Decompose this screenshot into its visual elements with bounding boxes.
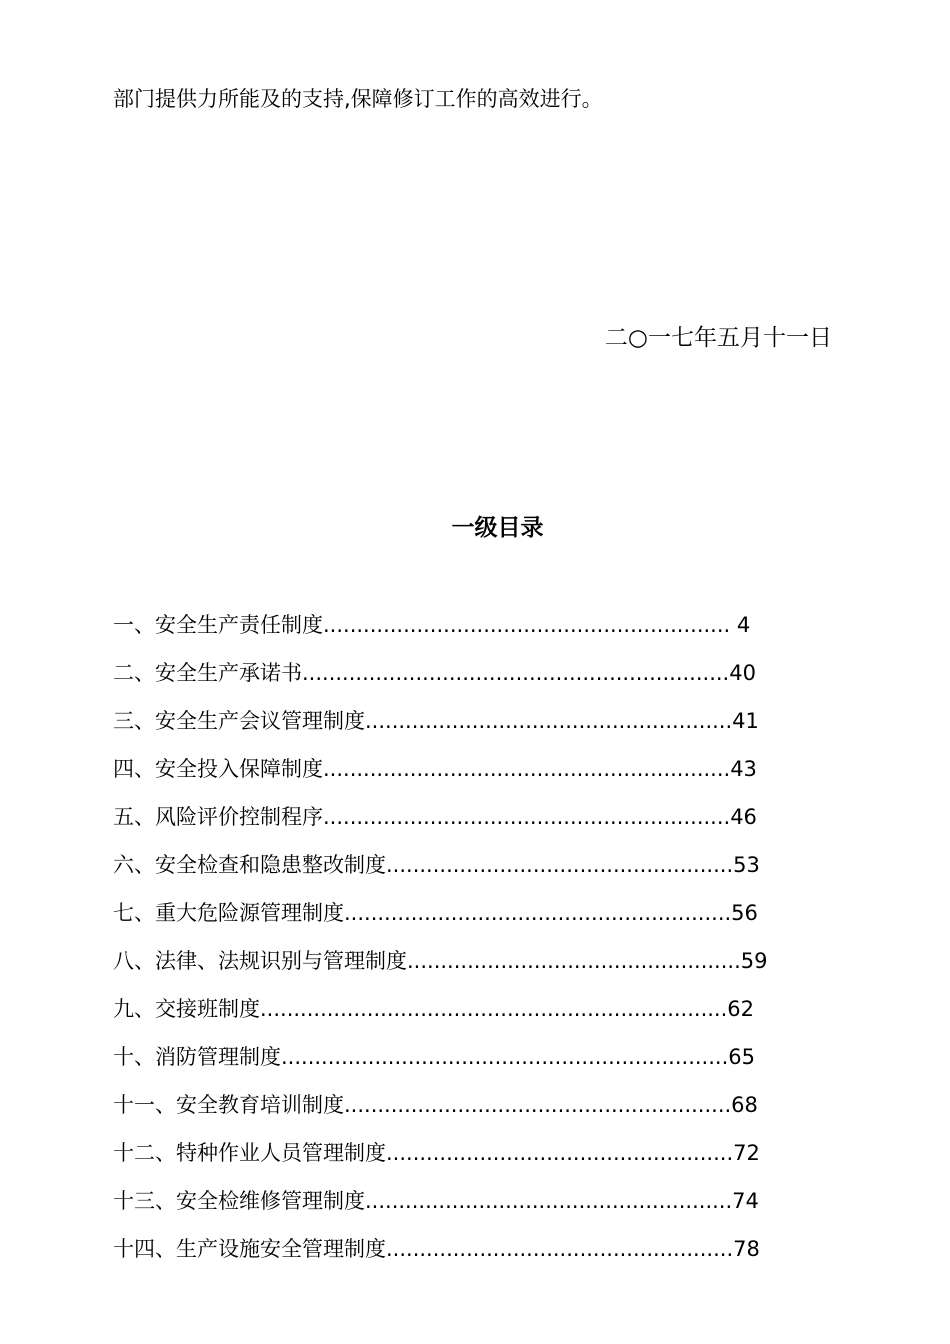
intro-paragraph-end: 部门提供力所能及的支持,保障修订工作的高效进行。: [113, 87, 603, 111]
toc-entry: 十一、安全教育培训制度..........................................................68: [113, 1093, 758, 1117]
toc-entry: 三、安全生产会议管理制度.......................................................41: [113, 709, 759, 733]
toc-entry: 八、法律、法规识别与管理制度..................................................59: [113, 949, 768, 973]
toc-entry: 一、安全生产责任制度............................................................. 4: [113, 613, 751, 637]
toc-entry: 十四、生产设施安全管理制度....................................................78: [113, 1237, 760, 1261]
toc-entry: 二、安全生产承诺书................................................................40: [113, 661, 756, 685]
toc-title: 一级目录: [451, 515, 544, 541]
signature-date: 二○一七年五月十一日: [604, 325, 832, 351]
toc-list: [113, 610, 768, 1282]
toc-entry: 十三、安全检维修管理制度.......................................................74: [113, 1189, 759, 1213]
toc-entry: 十二、特种作业人员管理制度....................................................72: [113, 1141, 760, 1165]
toc-entry: 六、安全检查和隐患整改制度....................................................53: [113, 853, 760, 877]
toc-entry: 五、风险评价控制程序.............................................................46: [113, 805, 757, 829]
toc-entry: 七、重大危险源管理制度..........................................................56: [113, 901, 758, 925]
toc-entry: 十、消防管理制度...................................................................65: [113, 1045, 755, 1069]
toc-entry: 九、交接班制度......................................................................62: [113, 997, 754, 1021]
toc-entry: 四、安全投入保障制度.............................................................43: [113, 757, 757, 781]
